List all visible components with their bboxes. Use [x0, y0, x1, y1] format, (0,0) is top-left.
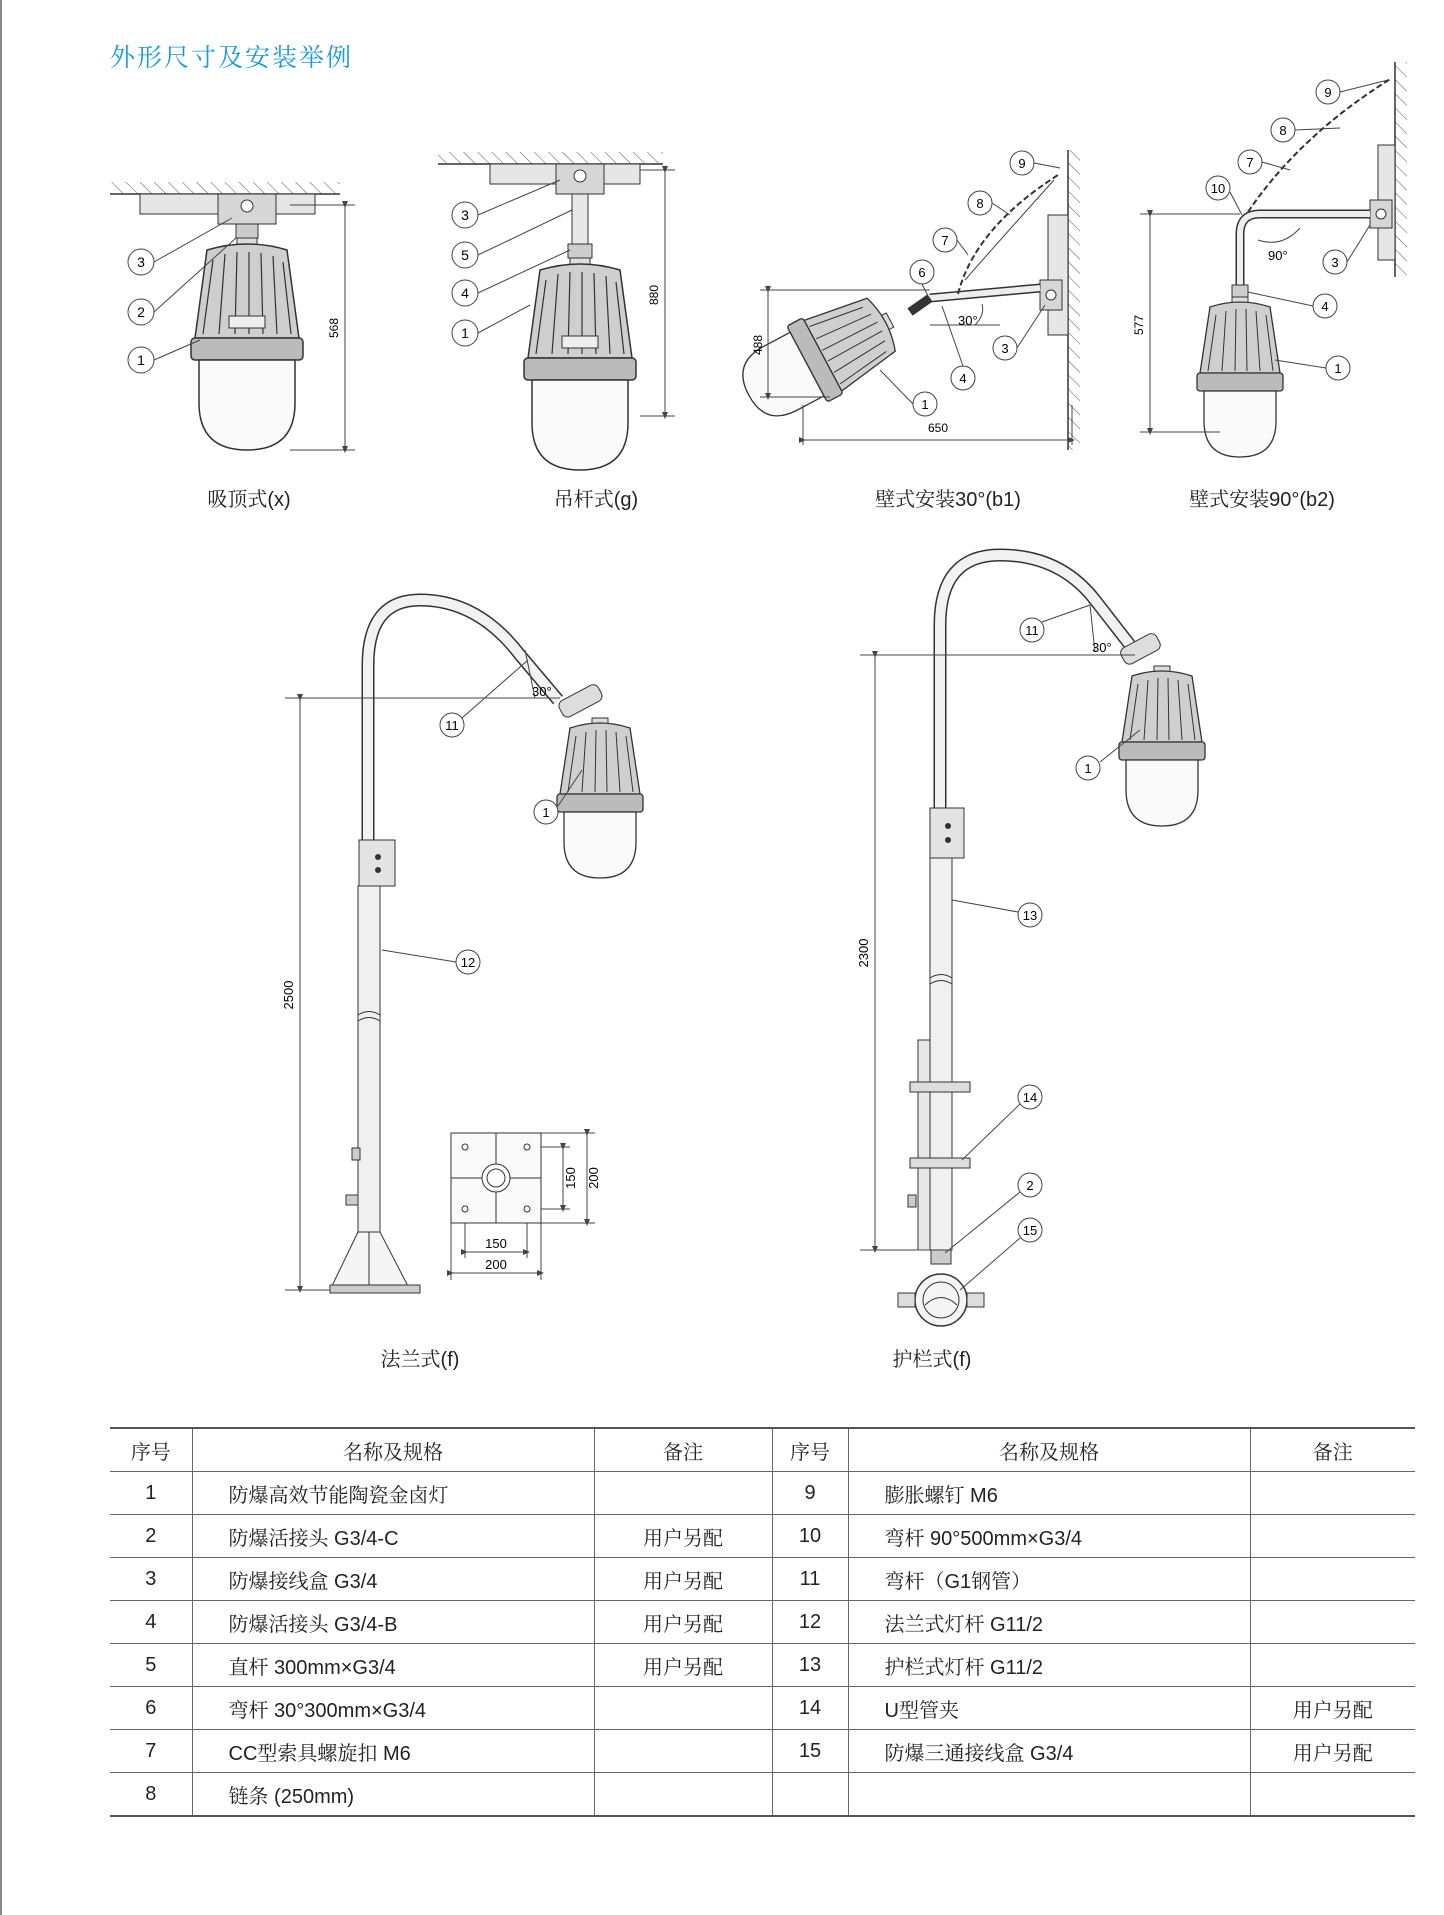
cell-name: 弯杆 90°500mm×G3/4: [848, 1515, 1250, 1558]
callout-5: 5: [461, 247, 469, 263]
parts-table: [110, 1427, 1415, 1817]
cell-no: 2: [110, 1515, 192, 1558]
cell-no: 6: [110, 1687, 192, 1730]
callout-8: 8: [976, 196, 984, 211]
caption-wall-mount-90: 壁式安装90°(b2): [1189, 489, 1335, 511]
callout-11: 11: [1025, 623, 1039, 638]
table-row: [110, 1515, 1415, 1558]
flange-plate-detail: [451, 1133, 601, 1280]
cell-no: 12: [772, 1601, 848, 1644]
table-row: [110, 1558, 1415, 1601]
callout-2: 2: [1026, 1178, 1034, 1193]
cell-note: [1250, 1515, 1415, 1558]
callout-12: 12: [460, 955, 476, 970]
cell-note: [1250, 1601, 1415, 1644]
cell-name: U型管夹: [848, 1687, 1250, 1730]
flange-dim-150-h: 150: [485, 1236, 507, 1251]
cell-note: [1250, 1558, 1415, 1601]
dimension-880: 880: [647, 284, 661, 306]
figure-wall-mount-90: [1132, 62, 1407, 457]
header-no: 序号: [110, 1428, 192, 1472]
callout-1: 1: [1084, 761, 1092, 776]
callout-3: 3: [137, 254, 145, 270]
callout-1: 1: [137, 352, 145, 368]
callout-1: 1: [921, 397, 929, 412]
header-no: 序号: [772, 1428, 848, 1472]
angle-30: 30°: [532, 684, 552, 699]
caption-guardrail-pole: 护栏式(f): [892, 1349, 972, 1371]
header-note: 备注: [1250, 1428, 1415, 1472]
angle-30: 30°: [1092, 640, 1112, 655]
callout-11: 11: [445, 718, 459, 733]
cell-note: [594, 1687, 772, 1730]
callout-1: 1: [461, 325, 469, 341]
figure-guardrail-pole: [856, 555, 1205, 1326]
angle-90: 90°: [1268, 248, 1288, 263]
dimension-650: 650: [927, 421, 949, 435]
cell-no: [772, 1773, 848, 1817]
table-row: [110, 1773, 1415, 1817]
dimension-577: 577: [1132, 314, 1146, 336]
page-title: 外形尺寸及安装举例: [110, 44, 354, 72]
figure-ceiling-mount: [110, 182, 355, 450]
table-row: [110, 1644, 1415, 1687]
callout-2: 2: [137, 304, 145, 320]
callout-8: 8: [1279, 123, 1287, 138]
callout-10: 10: [1210, 181, 1226, 196]
header-name: 名称及规格: [192, 1428, 594, 1472]
table-row: [110, 1472, 1415, 1515]
dimension-568: 568: [327, 317, 341, 339]
flange-dim-200-v: 200: [586, 1167, 601, 1189]
header-name: 名称及规格: [848, 1428, 1250, 1472]
table-row: [110, 1601, 1415, 1644]
cell-name: 法兰式灯杆 G11/2: [848, 1601, 1250, 1644]
cell-no: 1: [110, 1472, 192, 1515]
cell-name: 弯杆 30°300mm×G3/4: [192, 1687, 594, 1730]
header-note: 备注: [594, 1428, 772, 1472]
cell-note: [594, 1773, 772, 1817]
cell-no: 7: [110, 1730, 192, 1773]
flange-dim-150-v: 150: [563, 1167, 578, 1189]
cell-name: 膨胀螺钉 M6: [848, 1472, 1250, 1515]
cell-name: 护栏式灯杆 G11/2: [848, 1644, 1250, 1687]
callout-14: 14: [1022, 1090, 1038, 1105]
cell-no: 15: [772, 1730, 848, 1773]
table-header-row: [110, 1428, 1415, 1472]
callout-7: 7: [1246, 155, 1254, 170]
cell-note: 用户另配: [594, 1515, 772, 1558]
cell-note: 用户另配: [1250, 1687, 1415, 1730]
callout-3: 3: [461, 207, 469, 223]
caption-ceiling-mount: 吸顶式(x): [207, 489, 291, 511]
callout-9: 9: [1018, 156, 1026, 171]
cell-note: 用户另配: [1250, 1730, 1415, 1773]
cell-no: 4: [110, 1601, 192, 1644]
callout-4: 4: [1321, 299, 1329, 314]
cell-note: [594, 1472, 772, 1515]
cell-name: 防爆接线盒 G3/4: [192, 1558, 594, 1601]
cell-note: [594, 1730, 772, 1773]
callout-3: 3: [1001, 341, 1009, 356]
cell-name: 防爆活接头 G3/4-B: [192, 1601, 594, 1644]
table-row: [110, 1687, 1415, 1730]
cell-no: 3: [110, 1558, 192, 1601]
cell-name: 防爆高效节能陶瓷金卤灯: [192, 1472, 594, 1515]
cell-note: [1250, 1773, 1415, 1817]
cell-no: 9: [772, 1472, 848, 1515]
caption-wall-mount-30: 壁式安装30°(b1): [875, 489, 1021, 511]
cell-note: 用户另配: [594, 1644, 772, 1687]
dimension-2500: 2500: [281, 980, 296, 1010]
cell-no: 5: [110, 1644, 192, 1687]
cell-name: 链条 (250mm): [192, 1773, 594, 1817]
dimension-488: 488: [751, 334, 765, 356]
cell-note: 用户另配: [594, 1558, 772, 1601]
cell-name: 直杆 300mm×G3/4: [192, 1644, 594, 1687]
callout-3: 3: [1331, 255, 1339, 270]
callout-6: 6: [918, 265, 926, 280]
callout-15: 15: [1022, 1223, 1038, 1238]
cell-note: [1250, 1644, 1415, 1687]
angle-30: 30°: [958, 313, 978, 328]
callout-9: 9: [1324, 85, 1332, 100]
cell-name: 弯杆（G1钢管）: [848, 1558, 1250, 1601]
cell-no: 14: [772, 1687, 848, 1730]
callout-4: 4: [959, 371, 967, 386]
figure-pendant-rod: [438, 152, 675, 470]
cell-no: 11: [772, 1558, 848, 1601]
table-row: [110, 1730, 1415, 1773]
callout-4: 4: [461, 285, 469, 301]
cell-name: CC型索具螺旋扣 M6: [192, 1730, 594, 1773]
cell-name: 防爆三通接线盒 G3/4: [848, 1730, 1250, 1773]
cell-name: [848, 1773, 1250, 1817]
dimension-2300: 2300: [856, 938, 871, 968]
cell-no: 13: [772, 1644, 848, 1687]
callout-1: 1: [1334, 361, 1342, 376]
cell-name: 防爆活接头 G3/4-C: [192, 1515, 594, 1558]
caption-pendant-rod: 吊杆式(g): [553, 489, 639, 511]
cell-no: 10: [772, 1515, 848, 1558]
cell-note: [1250, 1472, 1415, 1515]
cell-note: 用户另配: [594, 1601, 772, 1644]
callout-13: 13: [1022, 908, 1038, 923]
cell-no: 8: [110, 1773, 192, 1817]
callout-7: 7: [941, 233, 949, 248]
caption-flange-pole: 法兰式(f): [380, 1349, 460, 1371]
flange-dim-200-h: 200: [485, 1257, 507, 1272]
figure-wall-mount-30: [729, 150, 1080, 450]
callout-1: 1: [542, 805, 550, 820]
